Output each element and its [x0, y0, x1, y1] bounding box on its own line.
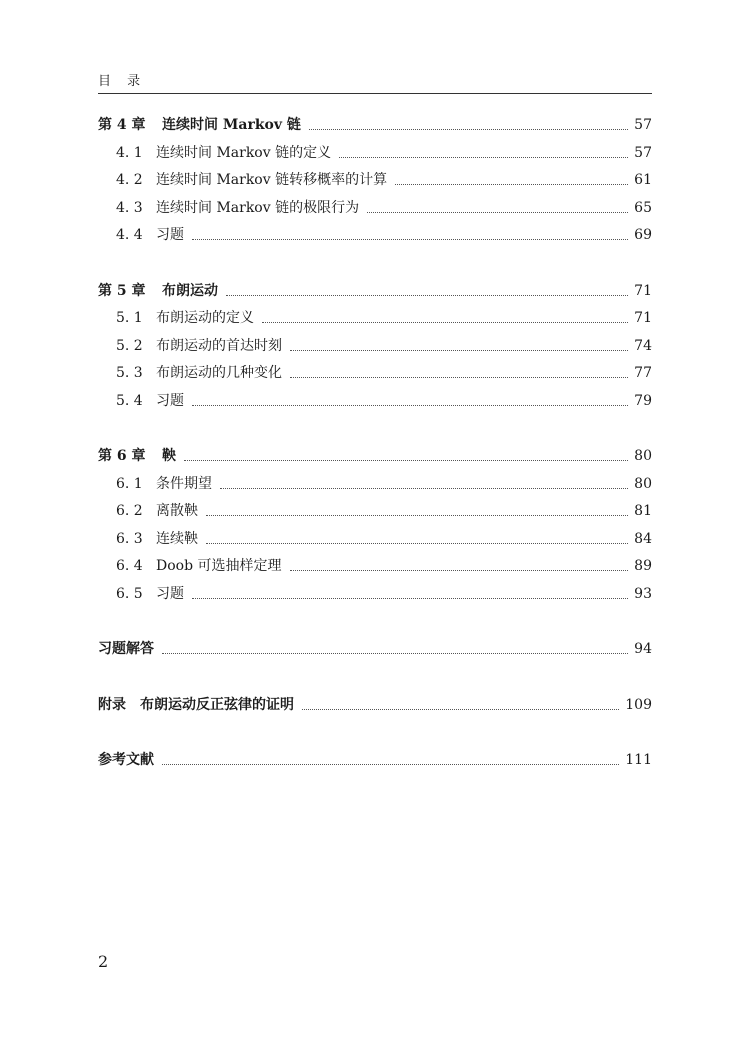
toc-entry-title: 习题 — [156, 585, 184, 602]
toc-entry-page: 77 — [634, 365, 652, 381]
group-spacer — [98, 666, 652, 694]
dot-leader — [367, 212, 628, 213]
toc-entry-page: 71 — [634, 310, 652, 326]
header-rule — [98, 93, 652, 94]
toc-section-entry — [98, 335, 652, 363]
dot-leader — [206, 515, 628, 516]
toc-section-entry — [98, 473, 652, 501]
toc-chapter-entry — [98, 749, 652, 777]
toc-section-entry — [98, 142, 652, 170]
dot-leader — [162, 653, 628, 654]
toc-section-entry — [98, 362, 652, 390]
toc-entry-number: 4. 4 — [116, 227, 143, 243]
toc-entry-number: 4. 3 — [116, 199, 143, 216]
toc-chapter-entry — [98, 445, 652, 473]
toc-entry-page: 61 — [634, 172, 652, 188]
toc-entry-number: 6. 2 — [116, 503, 143, 519]
toc-entry-page: 80 — [634, 448, 652, 464]
table-of-contents — [98, 114, 652, 777]
dot-leader — [206, 543, 628, 544]
toc-entry-title: 条件期望 — [156, 475, 212, 492]
toc-chapter-entry — [98, 638, 652, 666]
dot-leader — [184, 460, 628, 461]
toc-entry-title: 连续时间 Markov 链转移概率的计算 — [156, 172, 388, 188]
running-header: 目 录 — [98, 74, 147, 89]
toc-entry-title: 附录 布朗运动反正弦律的证明 — [98, 696, 294, 713]
dot-leader — [192, 405, 628, 406]
group-spacer — [98, 610, 652, 638]
toc-entry-number: 5. 4 — [116, 392, 143, 409]
toc-entry-title: 参考文献 — [98, 752, 154, 768]
toc-section-entry — [98, 528, 652, 556]
dot-leader — [309, 129, 628, 130]
toc-entry-title: 连续时间 Markov 链的极限行为 — [156, 199, 360, 216]
toc-entry-page: 109 — [625, 696, 652, 713]
toc-section-entry — [98, 169, 652, 197]
toc-entry-title: 习题解答 — [98, 641, 154, 657]
toc-entry-title: 连续鞅 — [156, 530, 198, 547]
group-spacer — [98, 252, 652, 280]
group-spacer — [98, 721, 652, 749]
toc-entry-number: 第 5 章 — [98, 282, 146, 299]
dot-leader — [395, 184, 628, 185]
toc-entry-page: 57 — [634, 117, 652, 133]
toc-entry-number: 6. 3 — [116, 530, 143, 547]
toc-section-entry — [98, 307, 652, 335]
toc-section-entry — [98, 197, 652, 225]
dot-leader — [339, 157, 628, 158]
toc-entry-number: 6. 5 — [116, 585, 143, 602]
toc-section-entry — [98, 555, 652, 583]
dot-leader — [192, 239, 628, 240]
toc-entry-page: 69 — [634, 227, 652, 243]
toc-entry-title: 布朗运动的定义 — [156, 310, 254, 326]
toc-entry-page: 74 — [634, 337, 652, 354]
toc-entry-number: 5. 3 — [116, 365, 143, 381]
toc-chapter-entry — [98, 114, 652, 142]
toc-entry-title: 连续时间 Markov 链的定义 — [156, 144, 332, 161]
toc-entry-number: 5. 1 — [116, 310, 143, 326]
toc-entry-page: 80 — [634, 475, 652, 492]
dot-leader — [192, 598, 628, 599]
toc-section-entry — [98, 224, 652, 252]
dot-leader — [220, 488, 628, 489]
dot-leader — [162, 764, 619, 765]
dot-leader — [302, 709, 619, 710]
toc-chapter-entry — [98, 280, 652, 308]
toc-entry-number: 4. 2 — [116, 172, 143, 188]
toc-section-entry — [98, 390, 652, 418]
toc-entry-page: 93 — [634, 585, 652, 602]
toc-section-entry — [98, 500, 652, 528]
toc-entry-title: Doob 可选抽样定理 — [156, 558, 282, 574]
toc-entry-title: 鞅 — [162, 448, 176, 464]
toc-entry-page: 57 — [634, 144, 652, 161]
toc-entry-title: 连续时间 Markov 链 — [162, 117, 301, 133]
toc-entry-number: 第 6 章 — [98, 448, 146, 464]
toc-entry-title: 离散鞅 — [156, 503, 198, 519]
toc-entry-page: 81 — [634, 503, 652, 519]
dot-leader — [290, 377, 628, 378]
dot-leader — [226, 295, 628, 296]
toc-entry-number: 第 4 章 — [98, 117, 146, 133]
toc-entry-title: 习题 — [156, 392, 184, 409]
toc-chapter-entry — [98, 694, 652, 722]
toc-entry-title: 布朗运动的几种变化 — [156, 365, 282, 381]
toc-section-entry — [98, 583, 652, 611]
toc-entry-page: 84 — [634, 530, 652, 547]
dot-leader — [262, 322, 628, 323]
toc-entry-number: 6. 1 — [116, 475, 143, 492]
toc-entry-page: 79 — [634, 392, 652, 409]
dot-leader — [290, 350, 628, 351]
toc-entry-page: 111 — [625, 752, 652, 768]
toc-entry-number: 4. 1 — [116, 144, 143, 161]
toc-entry-number: 5. 2 — [116, 337, 143, 354]
toc-entry-page: 89 — [634, 558, 652, 574]
toc-entry-page: 65 — [634, 199, 652, 216]
toc-entry-number: 6. 4 — [116, 558, 143, 574]
toc-entry-title: 布朗运动的首达时刻 — [156, 337, 282, 354]
toc-entry-page: 71 — [634, 282, 652, 299]
dot-leader — [290, 570, 629, 571]
page-number: 2 — [98, 952, 109, 971]
toc-entry-title: 布朗运动 — [162, 282, 218, 299]
toc-entry-page: 94 — [634, 641, 652, 657]
group-spacer — [98, 417, 652, 445]
toc-entry-title: 习题 — [156, 227, 184, 243]
